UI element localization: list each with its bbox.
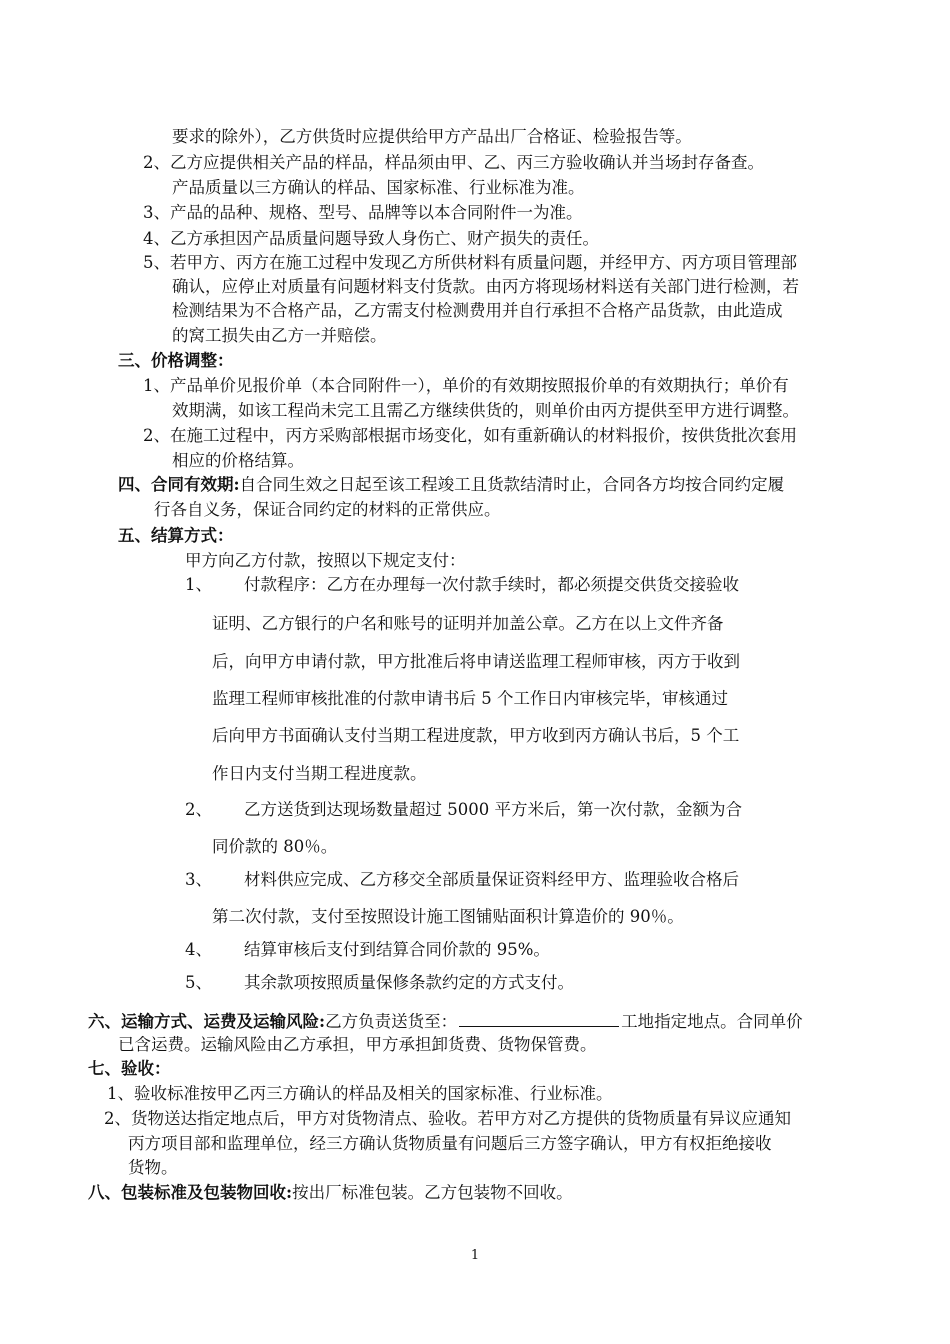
payment-item-1-line2: 证明、乙方银行的户名和账号的证明并加盖公章。乙方在以上文件齐备 (212, 614, 724, 633)
section-5-intro: 甲方向乙方付款，按照以下规定支付： (185, 551, 466, 570)
section-7-item-1: 1、验收标准按甲乙丙三方确认的样品及相关的国家标准、行业标准。 (107, 1084, 613, 1103)
section-6 (88, 1009, 803, 1033)
clause-2-item-4: 4、乙方承担因产品质量问题导致人身伤亡、财产损失的责任。 (143, 229, 599, 248)
section-3-item-1-cont: 效期满，如该工程尚未完工且需乙方继续供货的，则单价由丙方提供至甲方进行调整。 (172, 401, 799, 420)
payment-item-3-number: 3、 (185, 870, 212, 889)
section-4-heading: 四、合同有效期: (118, 475, 240, 494)
payment-item-3: 材料供应完成、乙方移交全部质量保证资料经甲方、监理验收合格后 (244, 870, 739, 889)
payment-item-1-number: 1、 (185, 575, 212, 594)
payment-item-1: 付款程序：乙方在办理每一次付款手续时，都必须提交供货交接验收 (244, 575, 739, 594)
section-3-item-2-cont: 相应的价格结算。 (172, 451, 304, 470)
section-3-item-2: 2、在施工过程中，丙方采购部根据市场变化，如有重新确认的材料报价，按供货批次套用 (143, 426, 797, 445)
clause-2-item-5-line3: 检测结果为不合格产品，乙方需支付检测费用并自行承担不合格产品货款，由此造成 (172, 301, 783, 320)
section-4 (118, 474, 784, 496)
payment-item-1-line4: 监理工程师审核批准的付款申请书后 5 个工作日内审核完毕，审核通过 (212, 689, 728, 708)
section-6-text-pre: 乙方负责送货至： (325, 1012, 458, 1031)
section-7-item-2-line3: 货物。 (128, 1158, 178, 1177)
payment-item-1-line6: 作日内支付当期工程进度款。 (212, 764, 427, 783)
section-8-heading: 八、包装标准及包装物回收: (88, 1183, 293, 1202)
payment-item-4-number: 4、 (185, 940, 212, 959)
payment-item-4: 结算审核后支付到结算合同价款的 95%。 (244, 940, 550, 959)
section-3-item-1: 1、产品单价见报价单（本合同附件一），单价的有效期按照报价单的有效期执行；单价有 (143, 376, 789, 395)
payment-item-2: 乙方送货到达现场数量超过 5000 平方米后，第一次付款，金额为合 (244, 800, 742, 819)
section-6-text-post: 工地指定地点。合同单价 (621, 1012, 803, 1031)
clause-2-item-5-line2: 确认，应停止对质量有问题材料支付货款。由丙方将现场材料送有关部门进行检测，若 (172, 277, 799, 296)
payment-item-3-cont: 第二次付款，支付至按照设计施工图铺贴面积计算造价的 90％。 (212, 907, 684, 926)
section-8-text: 按出厂标准包装。乙方包装物不回收。 (292, 1183, 573, 1202)
clause-2-item-5: 5、若甲方、丙方在施工过程中发现乙方所供材料有质量问题，并经甲方、丙方项目管理部 (143, 253, 797, 272)
payment-item-5-number: 5、 (185, 973, 212, 992)
payment-item-1-line5: 后向甲方书面确认支付当期工程进度款，甲方收到丙方确认书后，5 个工 (212, 726, 740, 745)
section-7-item-2: 2、货物送达指定地点后，甲方对货物清点、验收。若甲方对乙方提供的货物质量有异议应通知 (104, 1109, 791, 1128)
clause-2-item-3: 3、产品的品种、规格、型号、品牌等以本合同附件一为准。 (143, 203, 583, 222)
section-6-heading: 六、运输方式、运费及运输风险: (88, 1012, 326, 1031)
section-3-heading: 三、价格调整： (118, 351, 234, 370)
page-number: 1 (470, 1248, 480, 1263)
payment-item-1-line3: 后，向甲方申请付款，甲方批准后将申请送监理工程师审核，丙方于收到 (212, 652, 740, 671)
clause-2-item-5-line4: 的窝工损失由乙方一并赔偿。 (172, 326, 387, 345)
section-4-cont: 行各自义务，保证合同约定的材料的正常供应。 (154, 500, 501, 519)
section-4-text: 自合同生效之日起至该工程竣工且货款结清时止，合同各方均按合同约定履 (239, 475, 785, 494)
payment-item-5: 其余款项按照质量保修条款约定的方式支付。 (244, 973, 574, 992)
section-7-heading: 七、验收： (88, 1059, 171, 1078)
clause-2-item-2: 2、乙方应提供相关产品的样品，样品须由甲、乙、丙三方验收确认并当场封存备查。 (143, 153, 764, 172)
section-7-item-2-line2: 丙方项目部和监理单位，经三方确认货物质量有问题后三方签字确认，甲方有权拒绝接收 (128, 1134, 772, 1153)
section-5-heading: 五、结算方式： (118, 526, 234, 545)
payment-item-2-cont: 同价款的 80％。 (212, 837, 338, 856)
section-6-cont: 已含运费。运输风险由乙方承担，甲方承担卸货费、货物保管费。 (118, 1035, 597, 1054)
delivery-location-blank (459, 1009, 619, 1027)
clause-2-continuation: 要求的除外），乙方供货时应提供给甲方产品出厂合格证、检验报告等。 (172, 127, 692, 146)
clause-2-item-2-cont: 产品质量以三方确认的样品、国家标准、行业标准为准。 (172, 178, 585, 197)
payment-item-2-number: 2、 (185, 800, 212, 819)
section-8 (88, 1182, 573, 1204)
